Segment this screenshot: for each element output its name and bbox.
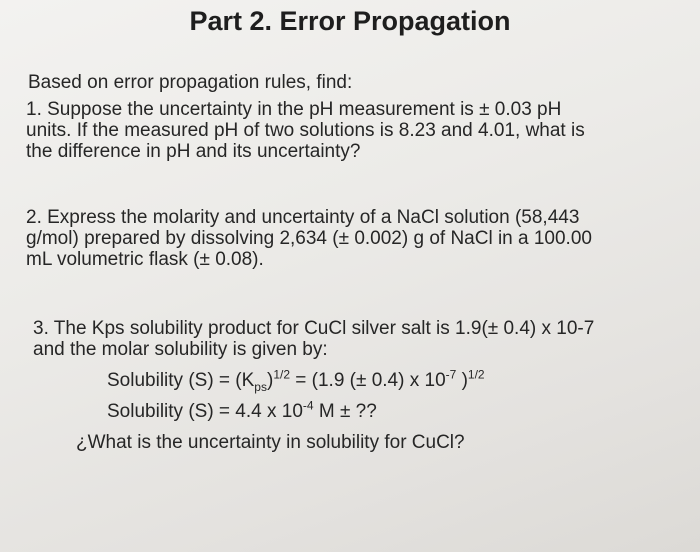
question-2-line: g/mol) prepared by dissolving 2,634 (± 0.002) g of NaCl in a 100.00: [26, 228, 592, 249]
question-1-line: units. If the measured pH of two solutions is 8.23 and 4.01, what is: [26, 120, 585, 141]
formula-lhs: Solubility (S) = (K: [107, 370, 255, 391]
question-3-line: and the molar solubility is given by:: [33, 339, 328, 360]
question-2-line: mL volumetric flask (± 0.08).: [26, 249, 264, 270]
final-question: ¿What is the uncertainty in solubility for CuCl?: [76, 432, 465, 453]
formula-power: 1/2: [467, 367, 485, 382]
question-2-line: 2. Express the molarity and uncertainty of a NaCl solution (58,443: [26, 207, 580, 228]
question-1-line: the difference in pH and its uncertainty?: [26, 141, 361, 162]
question-3-line: 3. The Kps solubility product for CuCl silver salt is 1.9(± 0.4) x 10-7: [33, 318, 595, 339]
formula-mid: = (1.9 (± 0.4) x 10: [290, 370, 446, 391]
question-2: [26, 207, 592, 270]
formula-subscript: ps: [254, 379, 267, 394]
formula-paren: ): [456, 370, 468, 391]
intro-text: Based on error propagation rules, find:: [28, 72, 353, 93]
formula-paren: ): [266, 370, 274, 391]
solubility-formula: [107, 367, 485, 394]
page-title: Part 2. Error Propagation: [189, 6, 511, 36]
value-rhs: M ± ??: [313, 401, 377, 422]
value-lhs: Solubility (S) = 4.4 x 10: [107, 401, 303, 422]
question-1: [26, 99, 585, 162]
solubility-value: [107, 398, 377, 422]
formula-power: 1/2: [273, 367, 290, 382]
formula-exponent: -7: [445, 367, 457, 382]
question-1-line: 1. Suppose the uncertainty in the pH measurement is ± 0.03 pH: [26, 99, 562, 120]
value-exponent: -4: [302, 398, 314, 413]
question-3: [33, 318, 594, 360]
